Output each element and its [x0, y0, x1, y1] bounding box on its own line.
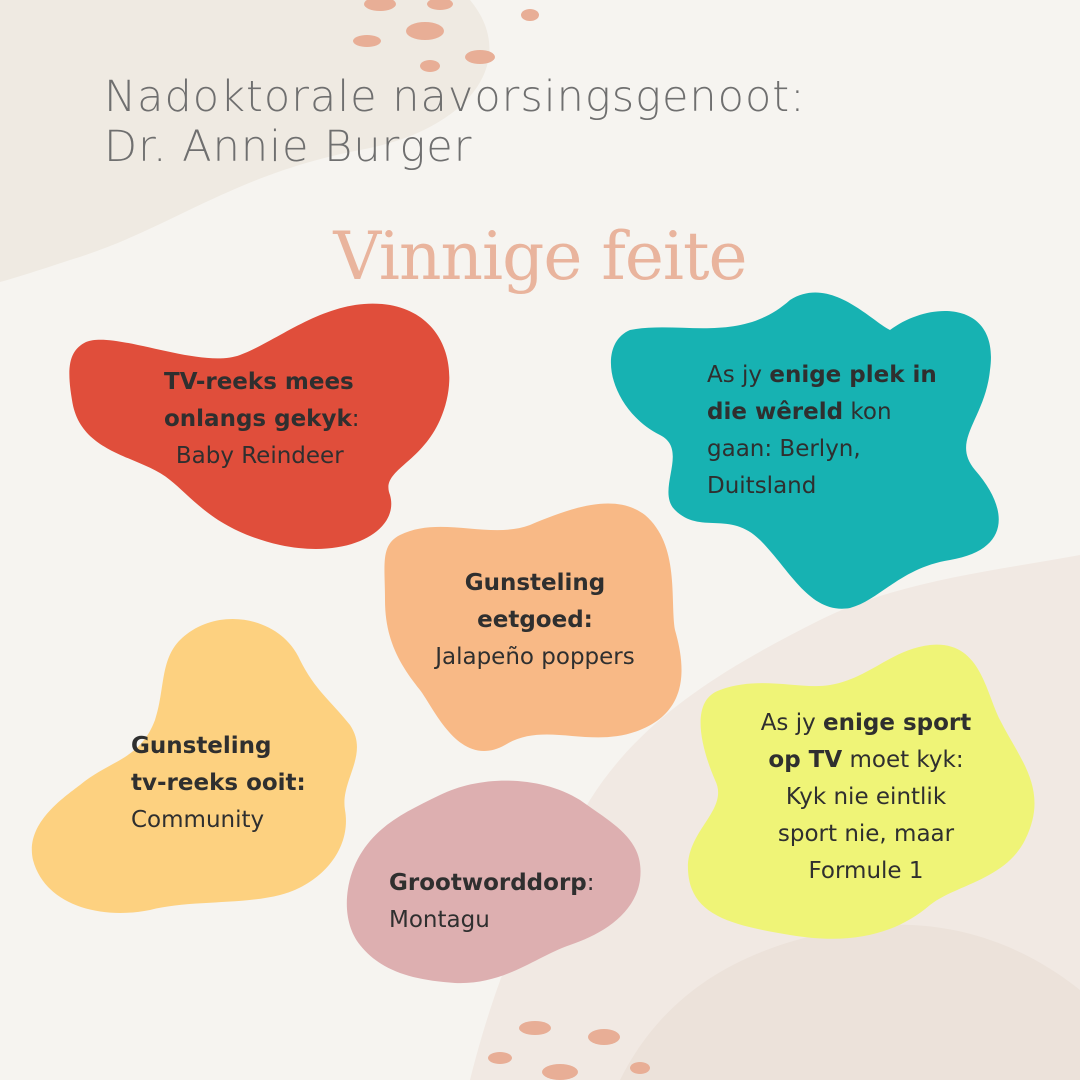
- fact-sport-bold-1: enige sport: [823, 710, 972, 736]
- title-line-2: Dr. Annie Burger: [104, 122, 473, 172]
- fact-sport-pre: As jy: [760, 710, 824, 736]
- fact-tv-recent-colon: :: [351, 406, 360, 432]
- fact-tv-ever-label-2: tv-reeks ooit:: [131, 770, 306, 796]
- fact-hometown-label: Grootworddorp: [389, 870, 587, 896]
- fact-tv-recent-label-1: TV-reeks mees: [164, 369, 354, 395]
- fact-tv-ever-label-1: Gunsteling: [131, 733, 272, 759]
- fact-sport-post: moet kyk:: [842, 747, 964, 773]
- fact-tv-ever-value: Community: [131, 807, 265, 833]
- page-title: [104, 72, 806, 172]
- fact-hometown-value: Montagu: [389, 907, 490, 933]
- fact-tv-recent-label-2: onlangs gekyk: [164, 406, 352, 432]
- fact-food: [400, 565, 670, 676]
- fact-hometown: [389, 865, 595, 939]
- fact-travel-post: kon: [843, 399, 892, 425]
- fact-travel-pre: As jy: [707, 362, 770, 388]
- fact-hometown-colon: :: [586, 870, 595, 896]
- fact-tv-ever: [131, 728, 306, 839]
- quick-facts-heading: Vinnige feite: [333, 218, 747, 295]
- fact-tv-recent-value: Baby Reindeer: [175, 443, 344, 469]
- fact-travel-bold-1: enige plek in: [769, 362, 937, 388]
- fact-travel-line-4: Duitsland: [707, 473, 817, 499]
- fact-food-value: Jalapeño poppers: [435, 644, 635, 670]
- fact-travel-bold-2: die wêreld: [707, 399, 844, 425]
- fact-sport-line-3: Kyk nie eintlik: [785, 784, 947, 810]
- fact-travel: [707, 357, 937, 505]
- fact-food-label-1: Gunsteling: [464, 570, 606, 596]
- fact-travel-line-3: gaan: Berlyn,: [707, 436, 861, 462]
- fact-sport-line-5: Formule 1: [808, 858, 924, 884]
- fact-sport-line-4: sport nie, maar: [777, 821, 955, 847]
- fact-sport-bold-2: op TV: [768, 747, 843, 773]
- fact-tv-recent: [164, 364, 360, 475]
- fact-food-label-2: eetgoed:: [477, 607, 593, 633]
- title-line-1: Nadoktorale navorsingsgenoot:: [104, 72, 806, 122]
- fact-sport: [728, 705, 1004, 890]
